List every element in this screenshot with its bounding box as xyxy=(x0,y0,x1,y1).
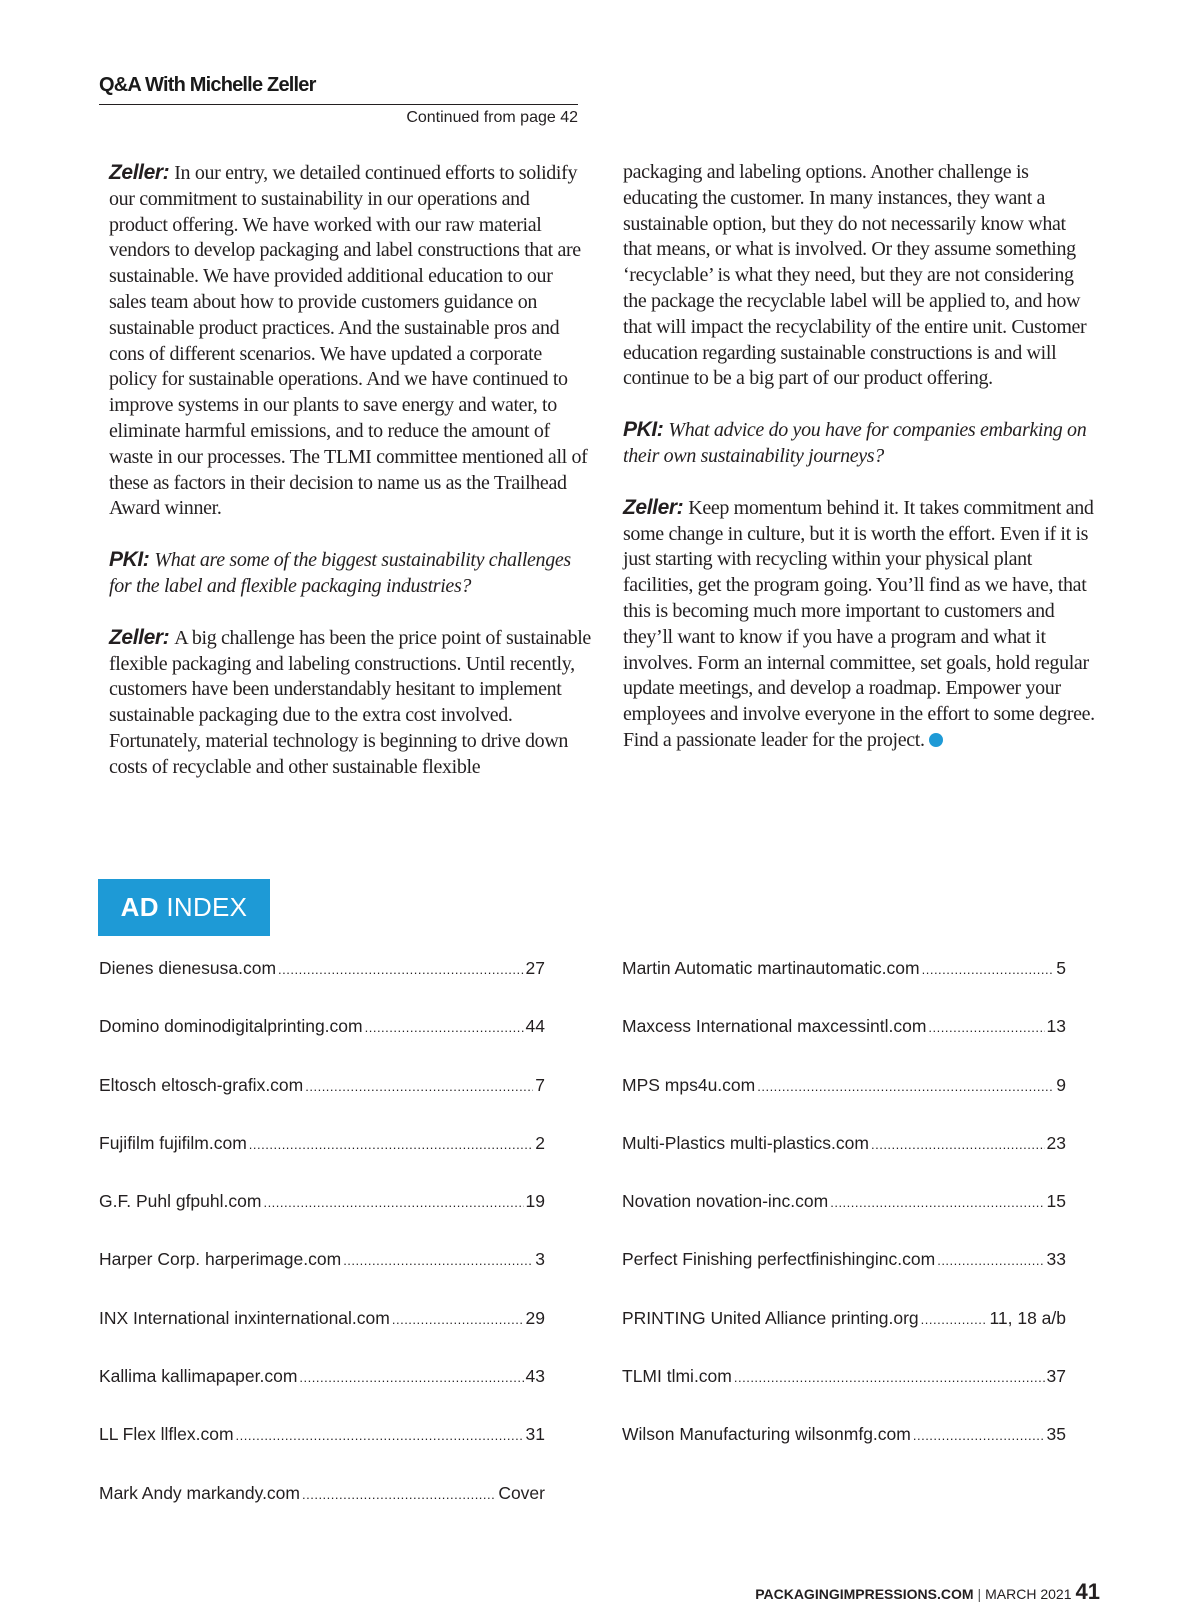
ad-page-number: 9 xyxy=(1056,1074,1066,1095)
advertiser-name: Maxcess International maxcessintl.com xyxy=(622,1016,927,1037)
ad-index-label-bold: AD xyxy=(120,892,159,922)
ad-page-number: 15 xyxy=(1046,1191,1066,1212)
ad-index-entry[interactable] xyxy=(622,1133,1066,1191)
page-footer xyxy=(755,1579,1100,1605)
ad-index-label-light: INDEX xyxy=(166,892,248,922)
ad-page-number: 7 xyxy=(535,1074,545,1095)
paragraph-text: packaging and labeling options. Another challenge is educating the customer. In many instances, they want a sustainable option, but they do not necessarily know what that means, or what is involved. Or they assume something ‘recyclable’ is what they need, but they are not considering the package the recyclable label will be applied to, and how that will impact the recyclability of the entire unit. Customer education regarding sustainable constructions is and will continue to be a big part of our product offering. xyxy=(623,161,1087,390)
ad-index-entry[interactable] xyxy=(99,1249,545,1307)
ad-index-entry[interactable] xyxy=(99,958,545,1016)
ad-page-number: 3 xyxy=(535,1249,545,1270)
advertiser-name: Martin Automatic martinautomatic.com xyxy=(622,958,920,978)
answer-paragraph xyxy=(109,160,591,522)
end-of-article-dot-icon xyxy=(929,733,943,747)
answer-paragraph xyxy=(109,625,591,781)
header-divider xyxy=(99,104,578,105)
paragraph-text: In our entry, we detailed continued efforts to solidify our commitment to sustainability in our operations and product offering. We have worked with our raw material vendors to develop packaging and label constructions that are sustainable. We have provided additional education to our sales team about how to provide customers guidance on sustainable product practices. And the sustainable pros and cons of different scenarios. We have updated a corporate policy for sustainable operations. And we have continued to improve systems in our plants to save energy and water, to eliminate harmful emissions, and to reduce the amount of waste in our processes. The TLMI committee mentioned all of these as factors in their decision to name us as the Trailhead Award winner. xyxy=(109,162,588,520)
ad-index-entry[interactable] xyxy=(622,1308,1066,1366)
dot-leader xyxy=(343,1253,533,1268)
advertiser-name: Wilson Manufacturing wilsonmfg.com xyxy=(622,1424,911,1445)
ad-page-number: 19 xyxy=(525,1191,545,1212)
advertiser-name: Multi-Plastics multi-plastics.com xyxy=(622,1132,869,1153)
article-column-right xyxy=(623,160,1095,754)
advertiser-name: Domino dominodigitalprinting.com xyxy=(99,1016,363,1037)
advertiser-name: TLMI tlmi.com xyxy=(622,1366,732,1387)
dot-leader xyxy=(871,1137,1045,1152)
dot-leader xyxy=(734,1370,1045,1385)
page-number: 41 xyxy=(1075,1579,1100,1604)
ad-index-heading xyxy=(98,879,270,936)
advertiser-name: Mark Andy markandy.com xyxy=(99,1482,300,1503)
advertiser-name: MPS mps4u.com xyxy=(622,1074,756,1095)
paragraph-text: What are some of the biggest sustainability challenges for the label and flexible packaging industries? xyxy=(109,549,571,597)
question-paragraph xyxy=(623,417,1095,470)
ad-index-entry[interactable] xyxy=(99,1366,545,1424)
footer-site[interactable]: PACKAGINGIMPRESSIONS.COM xyxy=(755,1586,974,1602)
dot-leader xyxy=(305,1079,533,1094)
answer-paragraph xyxy=(623,495,1095,754)
speaker-label: Zeller: xyxy=(109,625,170,649)
speaker-label: Zeller: xyxy=(109,161,170,184)
ad-index-entry[interactable] xyxy=(622,1366,1066,1424)
advertiser-name: Eltosch eltosch-grafix.com xyxy=(99,1074,304,1095)
ad-page-number: 11, 18 a/b xyxy=(989,1307,1066,1328)
advertiser-name: G.F. Puhl gfpuhl.com xyxy=(99,1191,262,1212)
ad-page-number: 23 xyxy=(1046,1132,1066,1153)
ad-index-entry[interactable] xyxy=(99,1016,545,1074)
speaker-label: PKI: xyxy=(623,418,664,442)
ad-page-number: Cover xyxy=(498,1482,545,1503)
ad-index-entry[interactable] xyxy=(622,1191,1066,1249)
dot-leader xyxy=(302,1487,496,1502)
question-paragraph xyxy=(109,547,591,600)
ad-page-number: 5 xyxy=(1056,958,1066,978)
dot-leader xyxy=(937,1253,1044,1268)
ad-index-entry[interactable] xyxy=(99,1424,545,1482)
ad-index-list-left xyxy=(99,958,545,1541)
paragraph-text: Keep momentum behind it. It takes commitment and some change in culture, but it is worth the effort. Even if it is just starting with recycling within your physical plant facilities, get the program going. You’ll find as we have, that this is becoming much more important to customers and they’ll want to know if you have a program and what it involves. Form an internal committee, set goals, hold regular update meetings, and develop a roadmap. Empower your employees and involve everyone in the effort to some degree. Find a passionate leader for the project. xyxy=(623,496,1095,751)
dot-leader xyxy=(365,1020,524,1035)
ad-index-entry[interactable] xyxy=(622,958,1066,1016)
continued-from-note: Continued from page 42 xyxy=(406,109,578,126)
ad-index-entry[interactable] xyxy=(99,1483,545,1541)
dot-leader xyxy=(921,1312,988,1327)
dot-leader xyxy=(928,1020,1044,1035)
dot-leader xyxy=(757,1079,1054,1094)
ad-index-entry[interactable] xyxy=(99,1191,545,1249)
ad-page-number: 31 xyxy=(525,1424,545,1445)
speaker-label: Zeller: xyxy=(623,495,684,519)
ad-page-number: 13 xyxy=(1046,1016,1066,1037)
paragraph-text: What advice do you have for companies embarking on their own sustainability journeys? xyxy=(623,419,1087,467)
dot-leader xyxy=(263,1195,523,1210)
ad-page-number: 27 xyxy=(525,958,545,978)
advertiser-name: LL Flex llflex.com xyxy=(99,1424,234,1445)
advertiser-name: PRINTING United Alliance printing.org xyxy=(622,1307,919,1328)
dot-leader xyxy=(913,1428,1045,1443)
ad-index-entry[interactable] xyxy=(99,1308,545,1366)
ad-index-list-right xyxy=(622,958,1066,1483)
dot-leader xyxy=(392,1312,524,1327)
answer-paragraph xyxy=(623,160,1095,392)
dot-leader xyxy=(922,962,1055,977)
dot-leader xyxy=(830,1195,1044,1210)
speaker-label: PKI: xyxy=(109,548,150,572)
ad-index-entry[interactable] xyxy=(622,1249,1066,1307)
ad-page-number: 35 xyxy=(1046,1424,1066,1445)
article-header-title: Q&A With Michelle Zeller xyxy=(99,74,316,96)
advertiser-name: Novation novation-inc.com xyxy=(622,1191,829,1212)
advertiser-name: Harper Corp. harperimage.com xyxy=(99,1249,342,1270)
ad-page-number: 43 xyxy=(525,1366,545,1387)
dot-leader xyxy=(299,1370,523,1385)
dot-leader xyxy=(249,1137,533,1152)
ad-page-number: 29 xyxy=(525,1307,545,1328)
advertiser-name: Kallima kallimapaper.com xyxy=(99,1366,298,1387)
dot-leader xyxy=(236,1428,524,1443)
ad-index-entry[interactable] xyxy=(99,1133,545,1191)
ad-page-number: 2 xyxy=(535,1132,545,1153)
footer-separator: | xyxy=(977,1586,982,1602)
advertiser-name: Perfect Finishing perfectfinishinginc.com xyxy=(622,1249,936,1270)
ad-index-entry[interactable] xyxy=(99,1075,545,1133)
footer-issue: MARCH 2021 xyxy=(985,1586,1072,1602)
advertiser-name: Fujifilm fujifilm.com xyxy=(99,1132,247,1153)
article-column-left xyxy=(109,160,591,781)
ad-index-entry[interactable] xyxy=(622,1016,1066,1074)
advertiser-name: INX International inxinternational.com xyxy=(99,1307,390,1328)
ad-index-entry[interactable] xyxy=(622,1075,1066,1133)
ad-index-entry[interactable] xyxy=(622,1424,1066,1482)
ad-page-number: 44 xyxy=(525,1016,545,1037)
ad-page-number: 37 xyxy=(1046,1366,1066,1387)
paragraph-text: A big challenge has been the price point of sustainable flexible packaging and labeling constructions. Until recently, customers have been understandably hesitant to implement sustainable packaging due to the extra cost involved. Fortunately, material technology is beginning to drive down costs of recyclable and other sustainable flexible xyxy=(109,626,591,778)
advertiser-name: Dienes dienesusa.com xyxy=(99,958,277,978)
dot-leader xyxy=(278,962,523,977)
ad-page-number: 33 xyxy=(1046,1249,1066,1270)
